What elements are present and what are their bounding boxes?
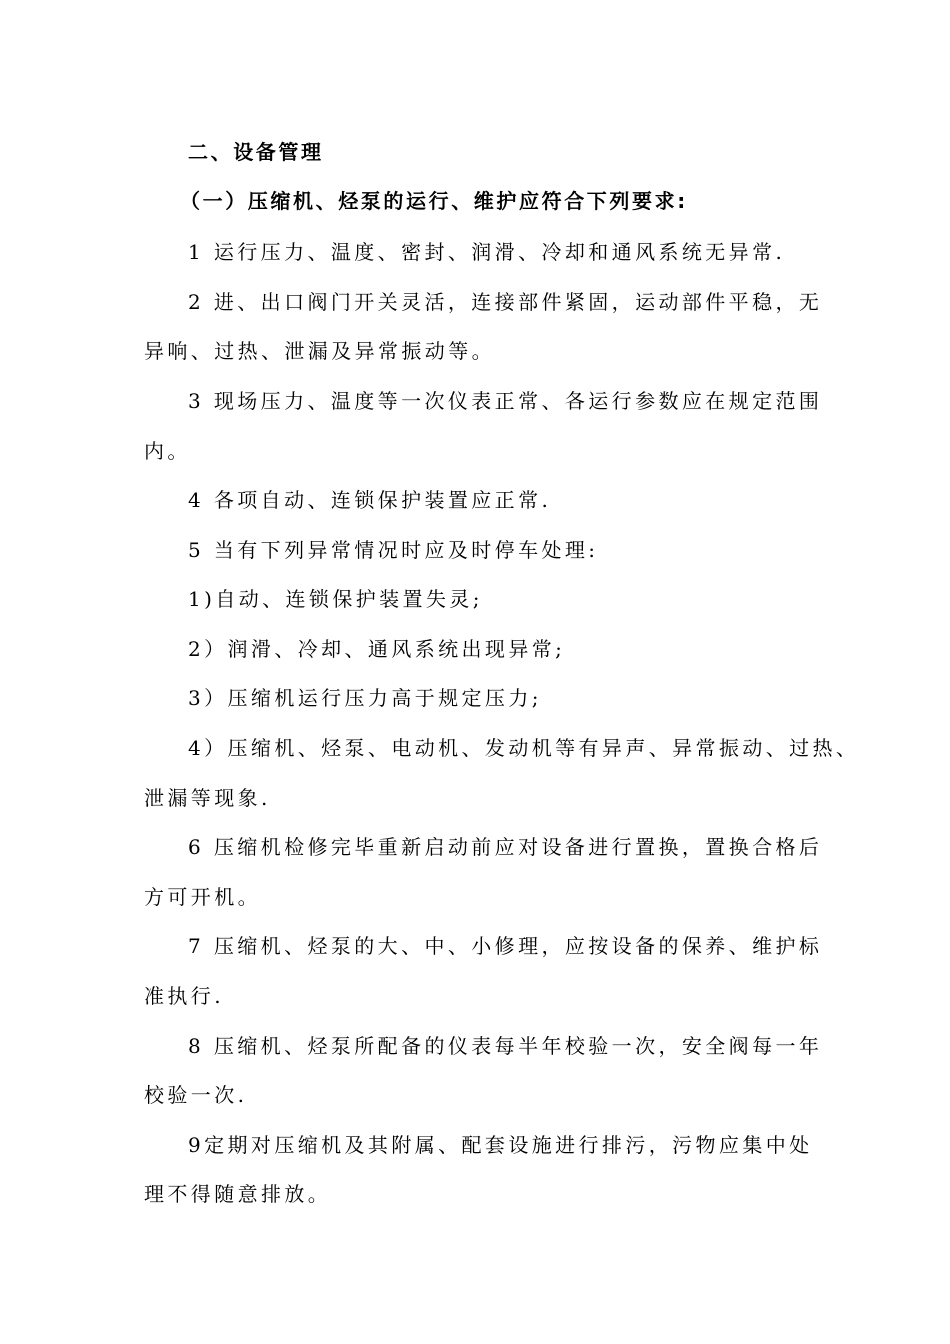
item-5-line-1: 5 当有下列异常情况时应及时停车处理:	[188, 538, 599, 562]
item-2-line-2: 异响、过热、泄漏及异常振动等。	[144, 339, 495, 363]
item-8-line-2: 校验一次.	[144, 1083, 248, 1107]
item-6-line-2: 方可开机。	[144, 885, 261, 909]
item-5-4-line-1: 4）压缩机、烃泵、电动机、发动机等有异声、异常振动、过热、	[188, 736, 860, 760]
item-5-1-line-1: 1)自动、连锁保护装置失灵;	[188, 587, 483, 611]
subsection-heading: （一）压缩机、烃泵的运行、维护应符合下列要求:	[180, 189, 688, 213]
item-4-line-1: 4 各项自动、连锁保护装置应正常.	[188, 488, 552, 512]
item-2-line-1: 2 进、出口阀门开关灵活，连接部件紧固，运动部件平稳，无	[188, 290, 823, 314]
item-5-2-line-1: 2）润滑、冷却、通风系统出现异常;	[188, 637, 566, 661]
item-3-line-2: 内。	[144, 439, 191, 463]
item-5-3-line-1: 3）压缩机运行压力高于规定压力;	[188, 686, 542, 710]
item-1-line-1: 1 运行压力、温度、密封、润滑、冷却和通风系统无异常.	[188, 240, 786, 264]
item-6-line-1: 6 压缩机检修完毕重新启动前应对设备进行置换，置换合格后	[188, 835, 823, 859]
item-7-line-1: 7 压缩机、烃泵的大、中、小修理，应按设备的保养、维护标	[188, 934, 823, 958]
item-9-line-2: 理不得随意排放。	[144, 1182, 332, 1206]
item-8-line-1: 8 压缩机、烃泵所配备的仪表每半年校验一次，安全阀每一年	[188, 1034, 823, 1058]
item-9-line-1: 9定期对压缩机及其附属、配套设施进行排污，污物应集中处	[188, 1133, 813, 1157]
item-7-line-2: 准执行.	[144, 984, 224, 1008]
item-5-4-line-2: 泄漏等现象.	[144, 786, 271, 810]
item-3-line-1: 3 现场压力、温度等一次仪表正常、各运行参数应在规定范围	[188, 389, 823, 413]
section-heading: 二、设备管理	[188, 140, 324, 164]
